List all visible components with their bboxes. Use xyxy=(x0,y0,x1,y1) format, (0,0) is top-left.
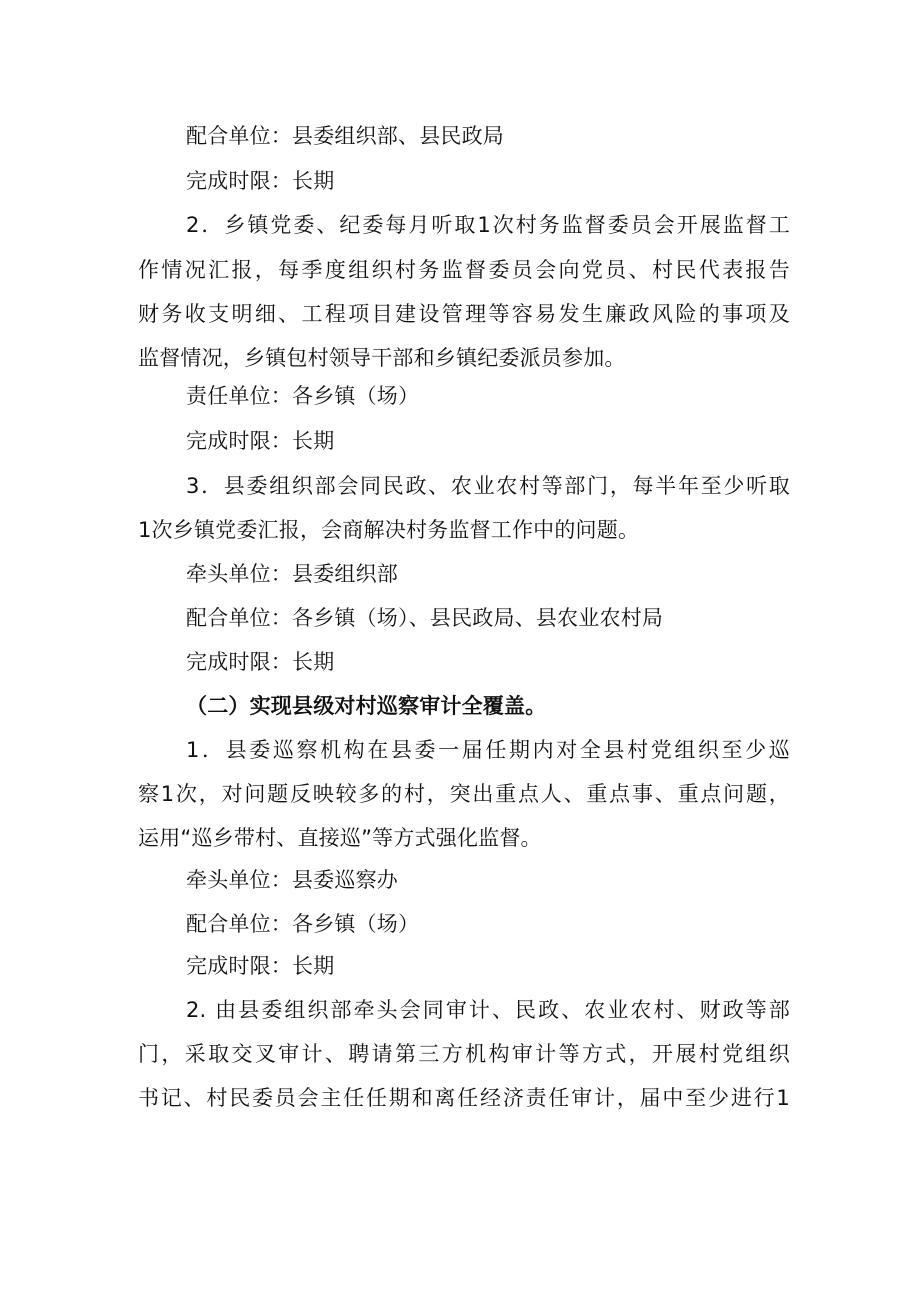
paragraph-line: 1．县委巡察机构在县委一届任期内对全县村党组织至少巡 xyxy=(186,738,790,762)
paragraph-line: 2. 由县委组织部牵头会同审计、民政、农业农村、财政等部 xyxy=(186,998,790,1022)
text-line: 责任单位：各乡镇（场） xyxy=(186,384,420,408)
text-line: 完成时限：长期 xyxy=(186,169,335,193)
paragraph-line: 书记、村民委员会主任任期和离任经济责任审计，届中至少进行1 xyxy=(138,1086,790,1110)
text-line: 完成时限：长期 xyxy=(186,429,335,453)
paragraph-line: 门，采取交叉审计、聘请第三方机构审计等方式，开展村党组织 xyxy=(138,1042,790,1066)
text-line: 牵头单位：县委组织部 xyxy=(186,562,398,586)
text-line: 完成时限：长期 xyxy=(186,650,335,674)
text-line: 配合单位：县委组织部、县民政局 xyxy=(186,124,504,148)
paragraph-line: 监督情况，乡镇包村领导干部和乡镇纪委派员参加。 xyxy=(138,346,626,370)
paragraph-line: 作情况汇报，每季度组织村务监督委员会向党员、村民代表报告 xyxy=(138,258,790,282)
text-line: 牵头单位：县委巡察办 xyxy=(186,868,398,892)
text-line: 配合单位：各乡镇（场）、县民政局、县农业农村局 xyxy=(186,606,664,630)
paragraph-line: 1次乡镇党委汇报，会商解决村务监督工作中的问题。 xyxy=(138,518,640,542)
text-line: 配合单位：各乡镇（场） xyxy=(186,912,420,936)
paragraph-line: 2．乡镇党委、纪委每月听取1次村务监督委员会开展监督工 xyxy=(186,213,790,237)
paragraph-line: 3．县委组织部会同民政、农业农村等部门，每半年至少听取 xyxy=(186,474,790,498)
paragraph-line: 财务收支明细、工程项目建设管理等容易发生廉政风险的事项及 xyxy=(138,302,790,326)
section-heading: （二）实现县级对村巡察审计全覆盖。 xyxy=(186,694,547,718)
paragraph-line: 运用“巡乡带村、直接巡”等方式强化监督。 xyxy=(138,826,542,850)
paragraph-line: 察1次，对问题反映较多的村，突出重点人、重点事、重点问题， xyxy=(138,782,790,806)
text-line: 完成时限：长期 xyxy=(186,954,335,978)
